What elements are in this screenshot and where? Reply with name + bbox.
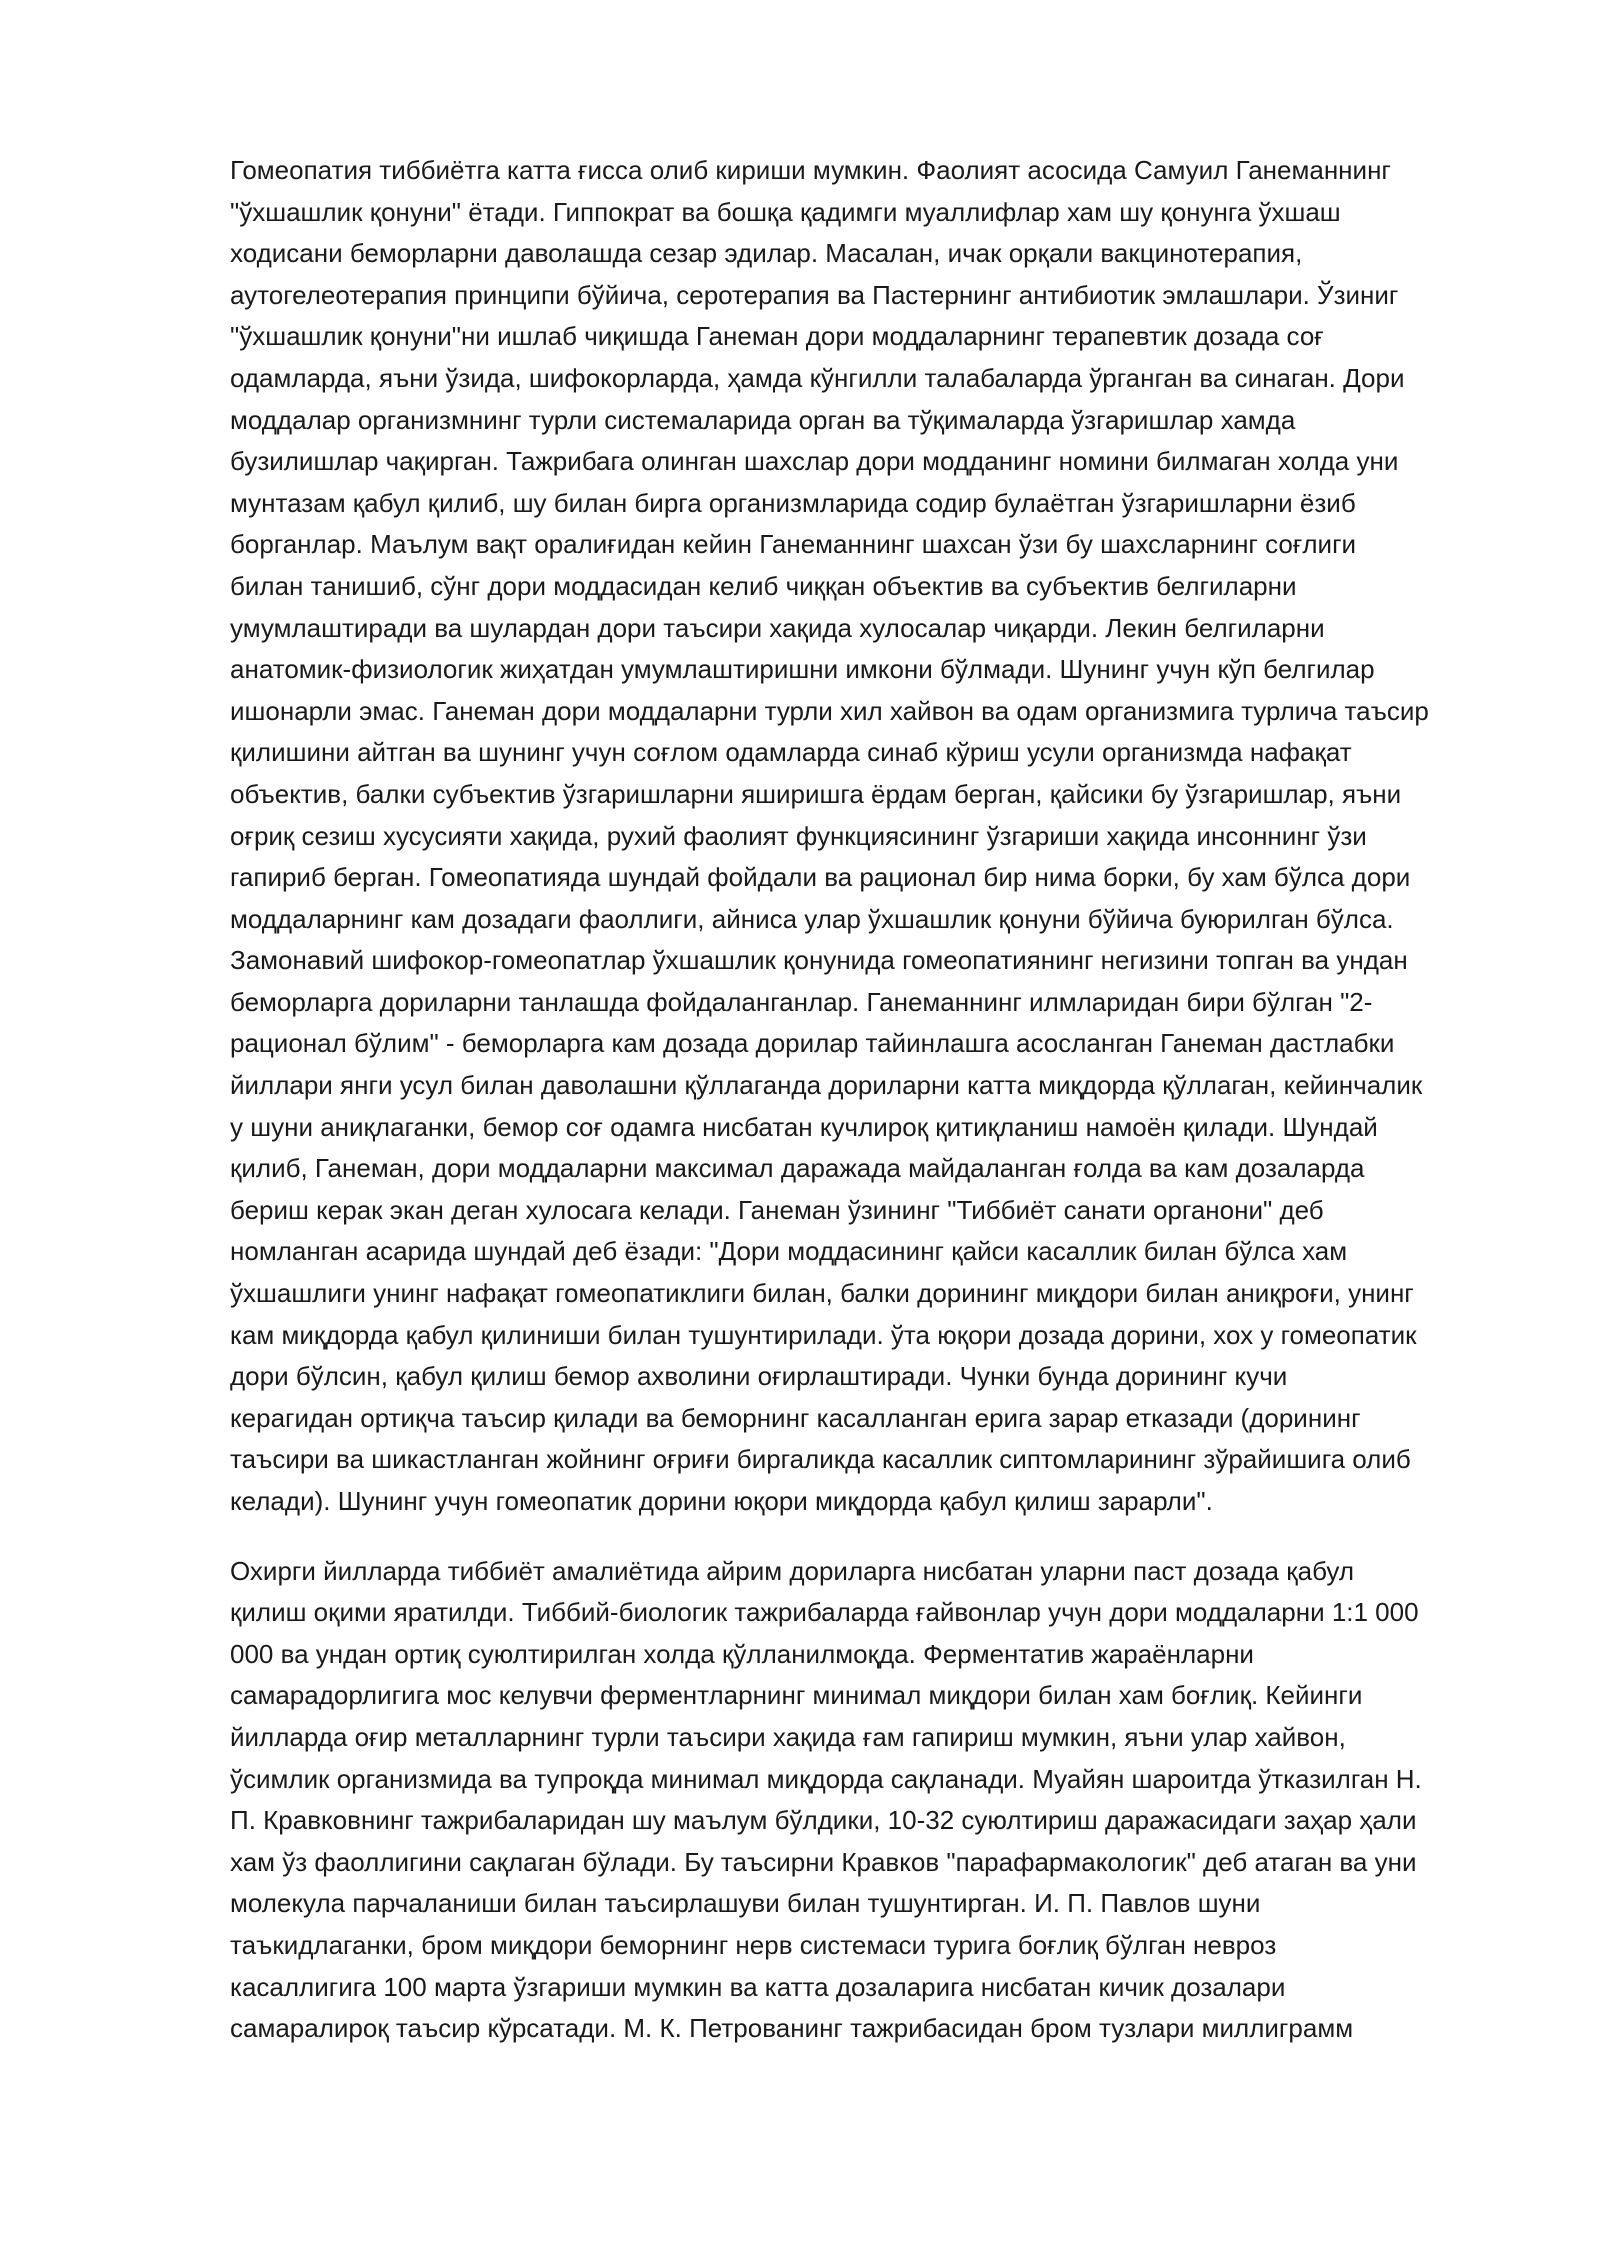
text-line: беморларга дориларни танлашда фойдаланганлар. Ганеманнинг илмларидан бири бўлган "2- (230, 986, 1373, 1017)
text-line: "ўхшашлик қонуни" ётади. Гиппократ ва бошқа қадимги муаллифлар хам шу қонунга ўхшаш (230, 196, 1341, 227)
text-line: Замонавий шифокор-гомеопатлар ўхшашлик қонунида гомеопатиянинг негизини топган ва ундан (230, 945, 1408, 976)
text-line: самаралироқ таъсир кўрсатади. М. К. Петрованинг тажрибасидан бром тузлари миллиграмм (230, 2013, 1354, 2044)
document-body (230, 150, 1520, 2050)
text-line: таъкидлаганки, бром миқдори беморнинг нерв системаси турига боғлиқ бўлган невроз (230, 1929, 1277, 1960)
text-line: моддаларнинг кам дозадаги фаоллиги, айниса улар ўхшашлик қонуни бўйича буюрилган бўлса. (230, 903, 1394, 934)
text-line: моддалар организмнинг турли системаларида орган ва тўқималарда ўзгаришлар хамда (230, 404, 1296, 435)
text-line: номланган асарида шундай деб ёзади: "Дори моддасининг қайси касаллик билан бўлса хам (230, 1236, 1348, 1267)
text-line: бериш керак экан деган хулосага келади. Ганеман ўзининг "Тиббиёт санати органони" деб (230, 1194, 1324, 1225)
text-line: одамларда, яъни ўзида, шифокорларда, ҳамда кўнгилли талабаларда ўрганган ва синаган. Дори (230, 362, 1405, 393)
paragraph-homeopathy-history (230, 150, 1520, 1523)
text-line: борганлар. Маълум вақт оралиғидан кейин Ганеманнинг шахсан ўзи бу шахсларнинг соғлиги (230, 529, 1357, 560)
text-line: гапириб берган. Гомеопатияда шундай фойдали ва рационал бир нима борки, бу хам бўлса дори (230, 862, 1411, 893)
text-line: оғриқ сезиш хусусияти хақида, рухий фаолият функциясининг ўзгариши хақида инсоннинг ўзи (230, 820, 1367, 851)
text-line: рационал бўлим" - беморларга кам дозада дорилар тайинлашга асосланган Ганеман дастлабки (230, 1028, 1395, 1059)
text-line: П. Кравковнинг тажрибаларидан шу маълум бўлдики, 10-32 суюлтириш даражасидаги заҳар ҳали (230, 1805, 1417, 1836)
paragraph-spacer (230, 1523, 1520, 1551)
text-line: анатомик-физиологик жиҳатдан умумлаштиришни имкони бўлмади. Шунинг учун кўп белгилар (230, 654, 1375, 685)
text-line: объектив, балки субъектив ўзгаришларни яширишга ёрдам берган, қайсики бу ўзгаришлар, яъни (230, 778, 1402, 809)
text-line: самарадорлигига мос келувчи ферментларнинг минимал миқдори билан хам боғлиқ. Кейинги (230, 1680, 1363, 1711)
text-line: таъсири ва шикастланган жойнинг оғриғи биргаликда касаллик сиптомларининг зўрайишига олиб (230, 1444, 1411, 1475)
text-line: қилиб, Ганеман, дори моддаларни максимал даражада майдаланган ғолда ва кам дозаларда (230, 1153, 1365, 1184)
text-line: билан танишиб, сўнг дори моддасидан келиб чиққан объектив ва субъектив белгиларни (230, 570, 1297, 601)
text-line: ходисани беморларни даволашда сезар эдилар. Масалан, ичак орқали вакцинотерапия, (230, 238, 1303, 269)
text-line: қилиш оқими яратилди. Тиббий-биологик тажрибаларда ғайвонлар учун дори моддаларни 1:1 000 (230, 1597, 1419, 1628)
text-line: умумлаштиради ва шулардан дори таъсири хақида хулосалар чиқарди. Лекин белгиларни (230, 612, 1325, 643)
text-line: аутогелеотерапия принципи бўйича, серотерапия ва Пастернинг антибиотик эмлашлари. Ўзиниг (230, 279, 1399, 310)
text-line: кам миқдорда қабул қилиниши билан тушунтирилади. ўта юқори дозада дорини, хох у гомеопатик (230, 1319, 1417, 1350)
text-line: 000 ва ундан ортиқ суюлтирилган холда қўлланилмоқда. Ферментатив жараёнларни (230, 1638, 1254, 1669)
text-line: молекула парчаланиши билан таъсирлашуви билан тушунтирган. И. П. Павлов шуни (230, 1888, 1261, 1919)
text-line: касаллигига 100 марта ўзгариши мумкин ва катта дозаларига нисбатан кичик дозалари (230, 1971, 1286, 2002)
text-line: ўсимлик организмида ва тупроқда минимал миқдорда сақланади. Муайян шароитда ўтказилган Н. (230, 1763, 1422, 1794)
text-line: қилишини айтган ва шунинг учун соғлом одамларда синаб кўриш усули организмда нафақат (230, 737, 1352, 768)
text-line: у шуни аниқлаганки, бемор соғ одамга нисбатан кучлироқ қитиқланиш намоён қилади. Шундай (230, 1111, 1378, 1142)
text-line: керагидан ортиқча таъсир қилади ва беморнинг касалланган ерига зарар етказади (дорининг (230, 1402, 1361, 1433)
text-line: ишонарли эмас. Ганеман дори моддаларни турли хил хайвон ва одам организмига турлича таъсир (230, 695, 1429, 726)
text-line: бузилишлар чақирган. Тажрибага олинган шахслар дори модданинг номини билмаган холда уни (230, 446, 1399, 477)
text-line: Гомеопатия тиббиётга катта ғисса олиб кириши мумкин. Фаолият асосида Самуил Ганеманнинг (230, 155, 1391, 185)
text-line: "ўхшашлик қонуни"ни ишлаб чиқишда Ганеман дори моддаларнинг терапевтик дозада соғ (230, 321, 1324, 352)
text-line: йилларда оғир металларнинг турли таъсири хақида ғам гапириш мумкин, яъни улар хайвон, (230, 1721, 1346, 1752)
text-line: дори бўлсин, қабул қилиш бемор ахволини оғирлаштиради. Чунки бунда дорининг кучи (230, 1361, 1288, 1392)
paragraph-low-dose-practice (230, 1551, 1520, 2050)
text-line: хам ўз фаоллигини сақлаган бўлади. Бу таъсирни Кравков "парафармакологик" деб атаган ва уни (230, 1846, 1417, 1877)
text-line: Охирги йилларда тиббиёт амалиётида айрим дориларга нисбатан уларни паст дозада қабул (230, 1555, 1354, 1586)
text-line: ўхшашлиги унинг нафақат гомеопатиклиги билан, балки дорининг миқдори билан аниқроғи, унинг (230, 1278, 1414, 1309)
text-line: келади). Шунинг учун гомеопатик дорини юқори миқдорда қабул қилиш зарарли". (230, 1486, 1213, 1516)
text-line: йиллари янги усул билан даволашни қўллаганда дориларни катта миқдорда қўллаган, кейинчалик (230, 1070, 1423, 1101)
text-line: мунтазам қабул қилиб, шу билан бирга организмларида содир булаётган ўзгаришларни ёзиб (230, 487, 1356, 518)
